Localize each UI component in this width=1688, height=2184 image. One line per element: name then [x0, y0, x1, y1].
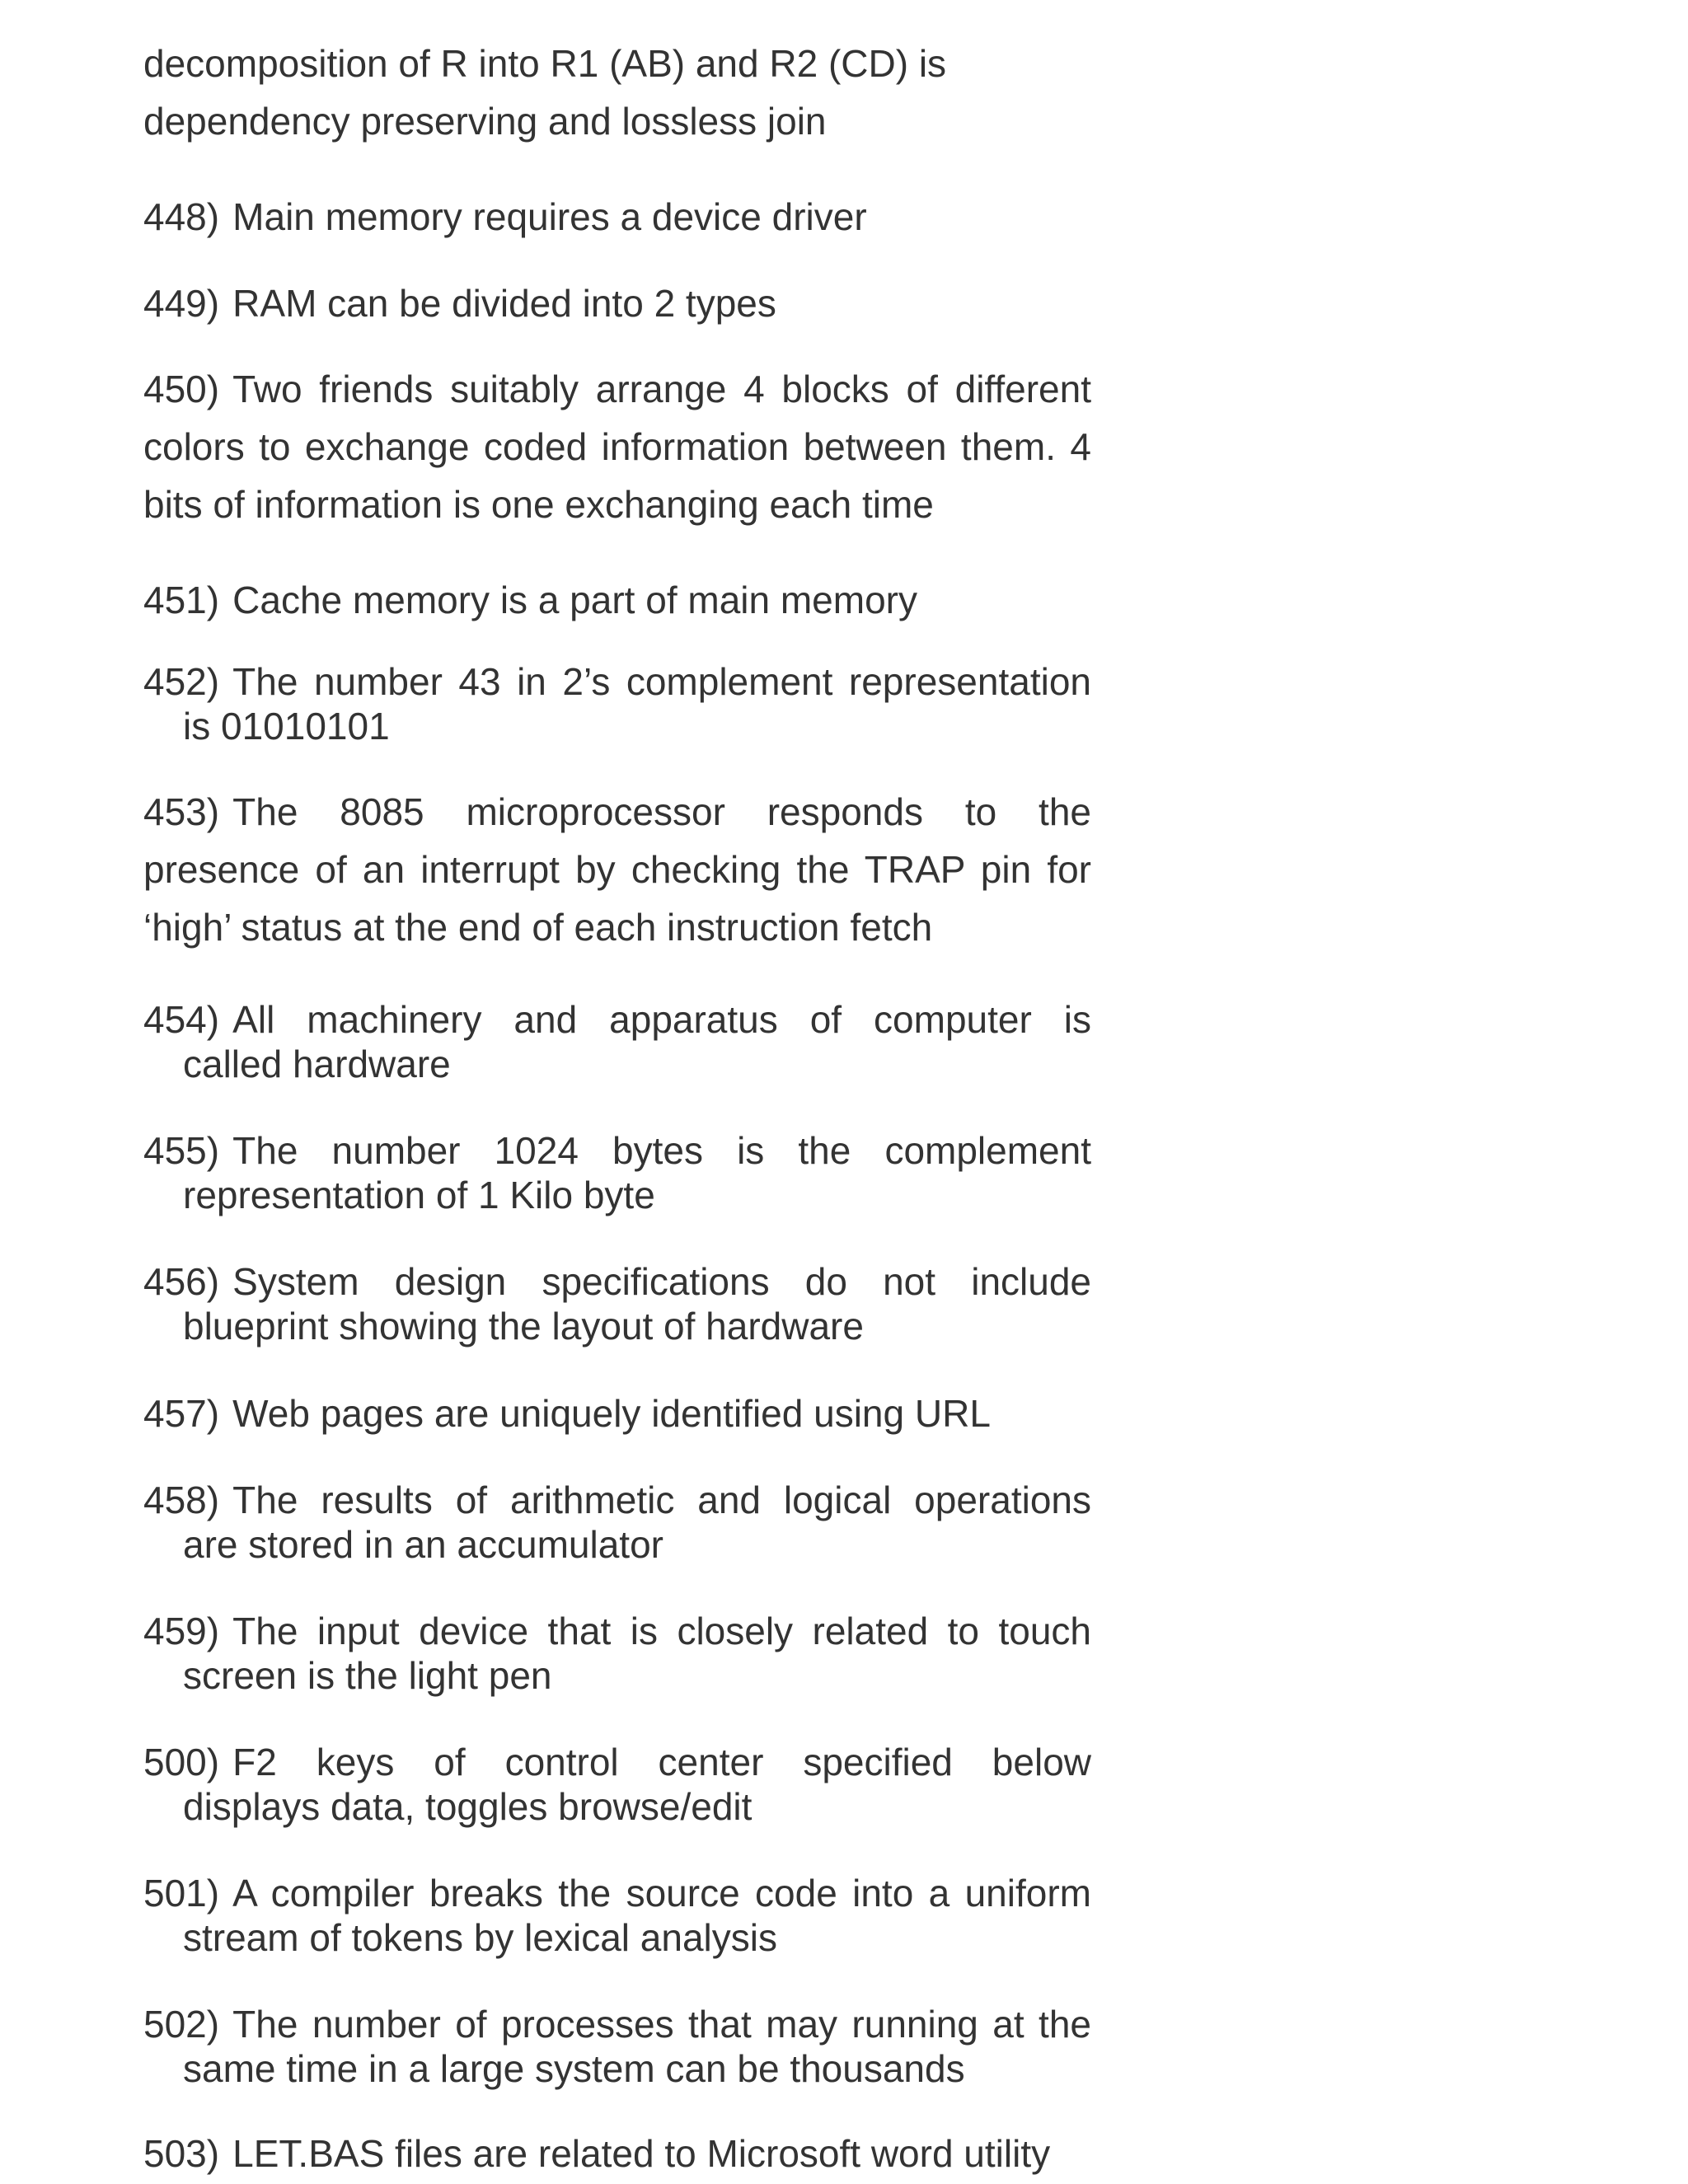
item-text: The results of arithmetic and logical operations — [232, 1479, 1091, 1521]
paragraph-decomposition — [143, 35, 1091, 150]
line — [143, 2002, 1091, 2046]
line — [143, 1609, 1091, 1653]
list-item-457 — [143, 1385, 1091, 1442]
line — [143, 1128, 1091, 1173]
line: representation of 1 Kilo byte — [183, 1174, 655, 1216]
item-number: 454) — [143, 998, 220, 1041]
list-item-500 — [143, 1740, 1091, 1829]
line: same time in a large system can be thousands — [183, 2047, 965, 2090]
line: colors to exchange coded information between them. 4 — [143, 425, 1091, 468]
line: is 01010101 — [183, 705, 390, 748]
list-item-458 — [143, 1478, 1091, 1567]
item-number: 451) — [143, 579, 220, 621]
item-number: 503) — [143, 2132, 220, 2175]
line — [143, 1740, 1091, 1784]
line — [143, 997, 1091, 1042]
item-number: 455) — [143, 1129, 220, 1172]
line: blueprint showing the layout of hardware — [183, 1305, 864, 1347]
item-text: Main memory requires a device driver — [232, 195, 867, 238]
line: bits of information is one exchanging each time — [143, 483, 934, 526]
item-text: Cache memory is a part of main memory — [232, 579, 917, 621]
item-number: 452) — [143, 660, 220, 703]
item-text: All machinery and apparatus of computer is — [232, 998, 1091, 1041]
line: decomposition of R into R1 (AB) and R2 (CD) is — [143, 42, 947, 85]
item-number: 457) — [143, 1392, 220, 1435]
line: stream of tokens by lexical analysis — [183, 1916, 777, 1959]
line — [143, 783, 1091, 841]
list-item-501 — [143, 1871, 1091, 1960]
line: called hardware — [183, 1043, 451, 1085]
list-item-503 — [143, 2125, 1091, 2182]
item-text: The number 1024 bytes is the complement — [232, 1129, 1091, 1172]
item-number: 500) — [143, 1741, 220, 1783]
item-text: The 8085 microprocessor responds to the — [232, 790, 1091, 833]
list-item-451 — [143, 571, 1091, 629]
item-number: 501) — [143, 1872, 220, 1915]
item-number: 459) — [143, 1610, 220, 1652]
line: dependency preserving and lossless join — [143, 100, 827, 143]
list-item-502 — [143, 2002, 1091, 2091]
list-item-449 — [143, 274, 1091, 332]
line: displays data, toggles browse/edit — [183, 1785, 753, 1828]
line — [143, 1259, 1091, 1304]
item-number: 449) — [143, 282, 220, 325]
list-item-459 — [143, 1609, 1091, 1698]
list-item-456 — [143, 1259, 1091, 1348]
item-text: LET.BAS files are related to Microsoft word utility — [232, 2132, 1051, 2175]
item-text: F2 keys of control center specified below — [232, 1741, 1091, 1783]
line: are stored in an accumulator — [183, 1523, 663, 1566]
item-text: The input device that is closely related to touch — [232, 1610, 1091, 1652]
item-text: The number 43 in 2’s complement representation — [232, 660, 1091, 703]
item-text: Two friends suitably arrange 4 blocks of different — [232, 368, 1091, 410]
line: presence of an interrupt by checking the TRAP pin for — [143, 848, 1091, 891]
list-item-448 — [143, 188, 1091, 246]
list-item-452 — [143, 659, 1091, 748]
item-number: 448) — [143, 195, 220, 238]
item-text: RAM can be divided into 2 types — [232, 282, 776, 325]
item-text: The number of processes that may running at the — [232, 2003, 1091, 2046]
line — [143, 659, 1091, 704]
line — [143, 360, 1091, 418]
list-item-453 — [143, 783, 1091, 956]
item-number: 458) — [143, 1479, 220, 1521]
line: ‘high’ status at the end of each instruction fetch — [143, 906, 933, 949]
list-item-455 — [143, 1128, 1091, 1217]
list-item-454 — [143, 997, 1091, 1086]
line: screen is the light pen — [183, 1654, 552, 1697]
item-number: 450) — [143, 368, 220, 410]
list-item-450 — [143, 360, 1091, 533]
item-number: 456) — [143, 1260, 220, 1303]
item-text: A compiler breaks the source code into a uniform — [232, 1872, 1091, 1915]
item-number: 502) — [143, 2003, 220, 2046]
item-number: 453) — [143, 790, 220, 833]
item-text: System design specifications do not include — [232, 1260, 1091, 1303]
item-text: Web pages are uniquely identified using URL — [232, 1392, 991, 1435]
line — [143, 1478, 1091, 1522]
line — [143, 1871, 1091, 1915]
